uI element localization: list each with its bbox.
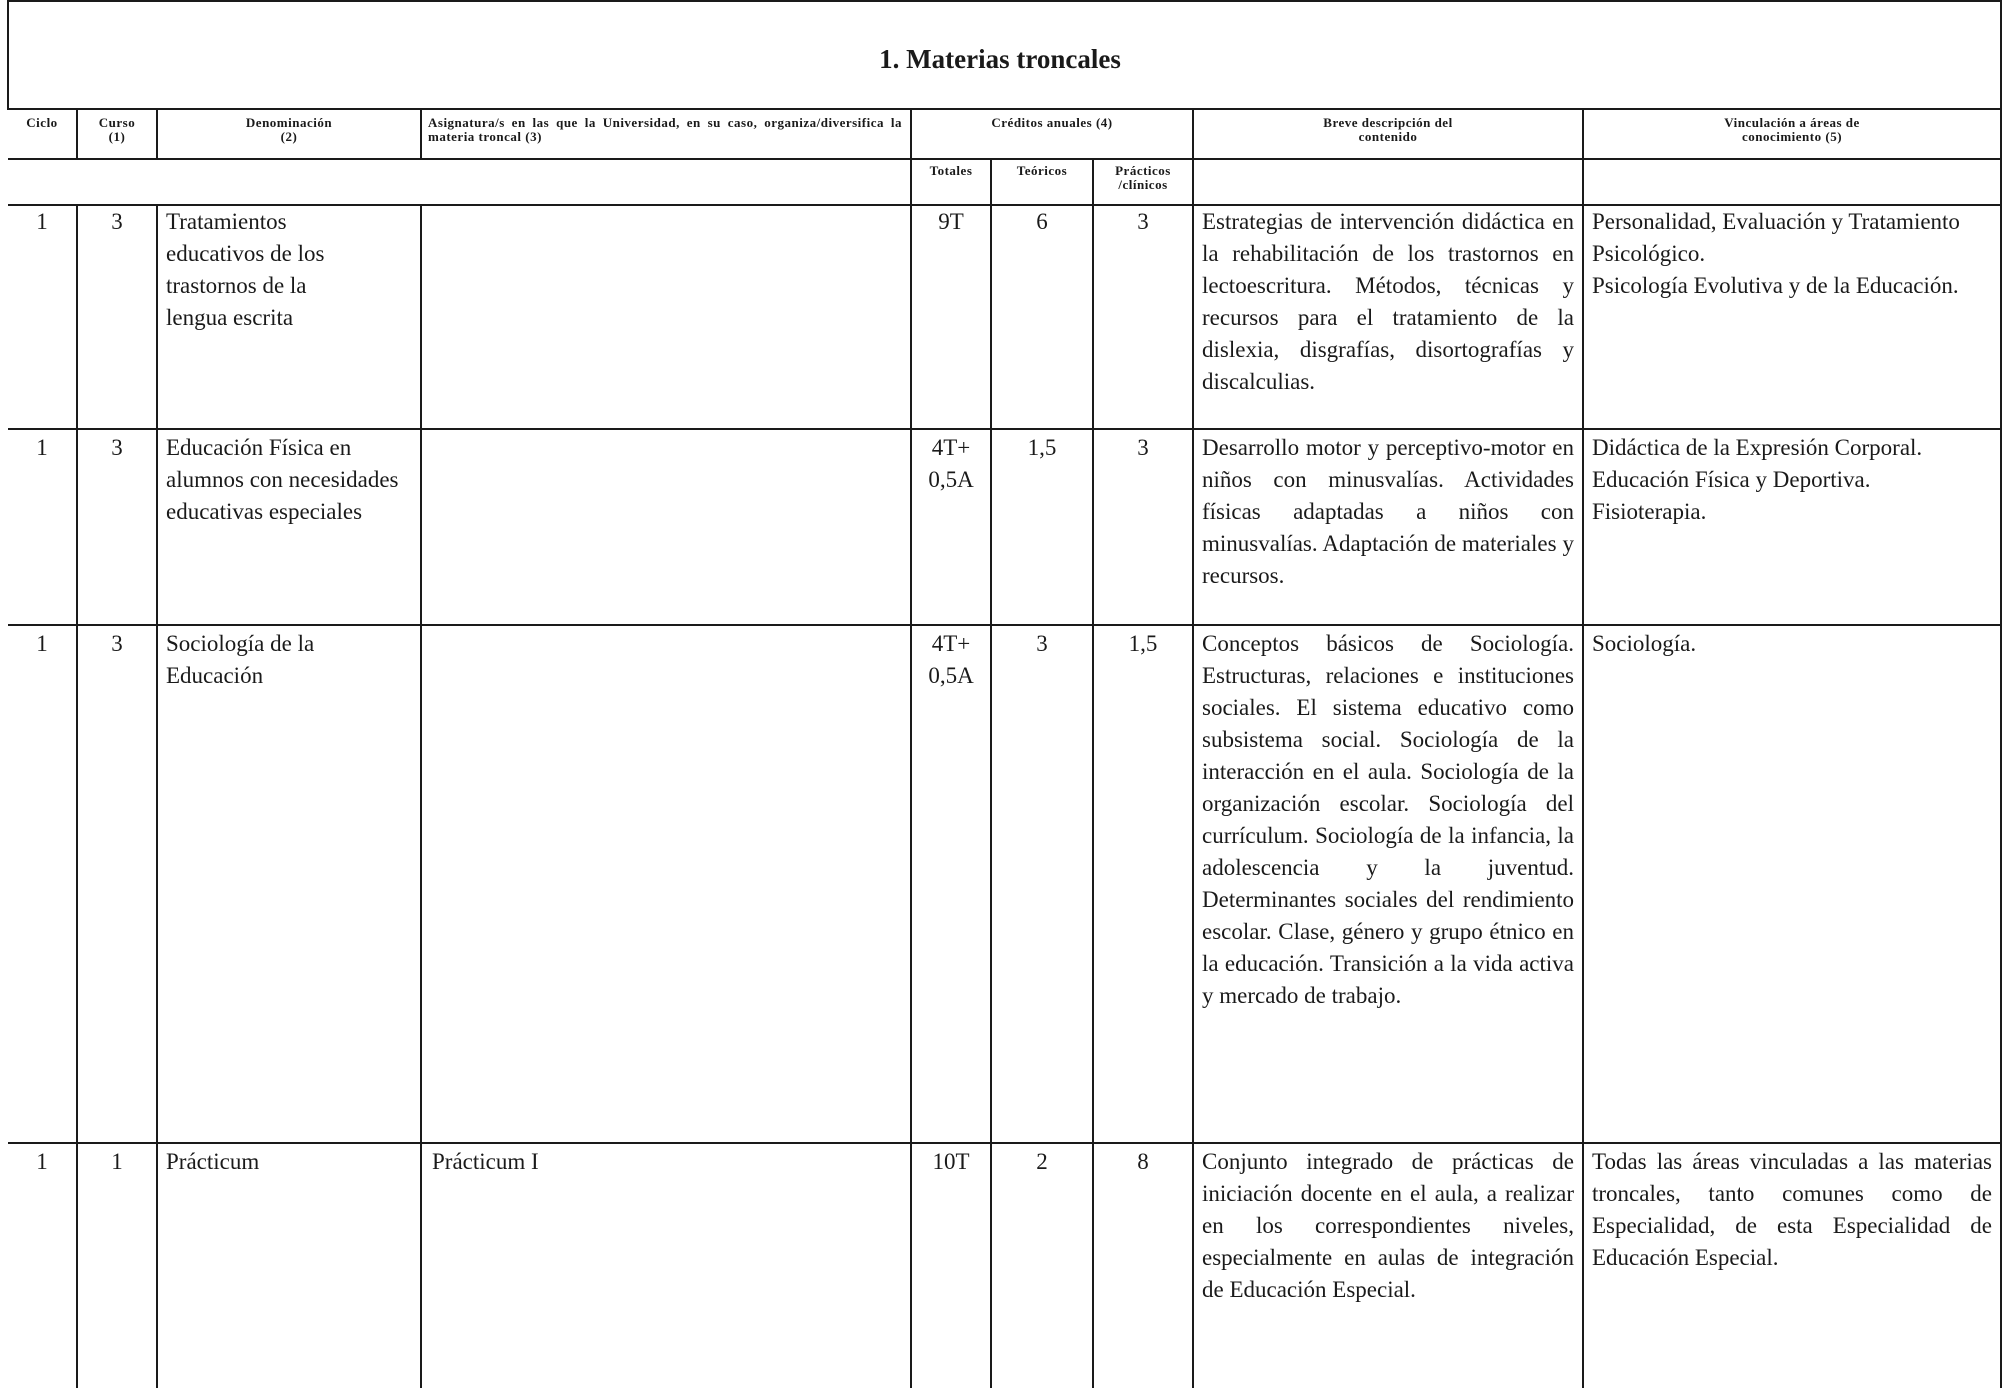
header-teoricos: Teóricos — [1016, 163, 1068, 178]
table-row-2-ciclo: 1 — [36, 435, 48, 460]
col-line-denom-body — [420, 204, 422, 1388]
table-row-1-practicos: 3 — [1137, 209, 1149, 234]
table-row-3-teoricos: 3 — [1036, 631, 1048, 656]
sub-header-line — [910, 158, 1192, 160]
table-row-4-teoricos: 2 — [1036, 1149, 1048, 1174]
header-asignatura: Asignatura/s en las que la Universidad, en su caso, organiza/diversifica la materia troncal (3) — [428, 115, 902, 144]
header-descripcion: Breve descripción del contenido — [1323, 115, 1453, 144]
table-row-2-practicos: 3 — [1137, 435, 1149, 460]
col-line-asign — [910, 108, 912, 1388]
table-row-3-vinculacion: Sociología. — [1592, 631, 1697, 656]
table-row-4-denominacion: Prácticum — [166, 1149, 260, 1174]
col-line-curso-body — [156, 204, 158, 1388]
table-row-4-vinculacion: Todas las áreas vinculadas a las materias troncales, tanto comunes como de Especialidad, de esta Especialidad de Educación Especial. — [1592, 1149, 1992, 1270]
header-vinculacion: Vinculación a áreas de conocimiento (5) — [1724, 115, 1860, 144]
table-row-3-descripcion: Conceptos básicos de Sociología. Estructuras, relaciones e instituciones sociales. El sistema educativo como subsistema social. Sociología de la interacción en el aula. Sociología de la organización escolar. Sociología del currículum. Sociología de la infancia, la adolescencia y la juventud. Determinantes sociales del rendimiento escolar. Clase, género y grupo étnico en la educación. Transición a la vida activa y mercado de trabajo. — [1202, 631, 1574, 1008]
col-line-denom — [420, 108, 422, 158]
table-row-1-curso: 3 — [111, 209, 123, 234]
header-totales: Totales — [929, 163, 973, 178]
frame-top-line — [8, 0, 2002, 2]
col-line-ciclo-body — [76, 204, 78, 1388]
table-row-3-practicos: 1,5 — [1128, 631, 1158, 656]
table-row-1-vinculacion: Personalidad, Evaluación y Tratamiento Psicológico. Psicología Evolutiva y de la Educación. — [1592, 209, 1960, 298]
col-line-totales — [990, 158, 992, 1388]
col-line-desc — [1582, 108, 1584, 1388]
table-row-4-asignatura: Prácticum I — [432, 1149, 539, 1174]
header-curso: Curso (1) — [98, 115, 136, 144]
table-row-2-descripcion: Desarrollo motor y perceptivo-motor en niños con minusvalías. Actividades físicas adaptadas a niños con minusvalías. Adaptación de materiales y recursos. — [1202, 435, 1574, 588]
header-creditos: Créditos anuales (4) — [991, 115, 1113, 130]
table-row-2-denominacion: Educación Física en alumnos con necesidades educativas especiales — [166, 435, 399, 524]
row-line-1 — [8, 428, 2002, 430]
table-row-2-totales: 4T+ 0,5A — [928, 435, 974, 492]
table-row-4-totales: 10T — [932, 1149, 970, 1174]
table-row-1-descripcion: Estrategias de intervención didáctica en la rehabilitación de los trastornos en lectoescritura. Métodos, técnicas y recursos para el tratamiento de la dislexia, disgrafías, disortografías y discalculias. — [1202, 209, 1574, 394]
table-row-4-practicos: 8 — [1137, 1149, 1149, 1174]
table-row-3-totales: 4T+ 0,5A — [928, 631, 974, 688]
table-row-3-ciclo: 1 — [36, 631, 48, 656]
table-row-2-vinculacion: Didáctica de la Expresión Corporal. Educación Física y Deportiva. Fisioterapia. — [1592, 435, 1923, 524]
table-row-1-teoricos: 6 — [1036, 209, 1048, 234]
col-line-teoricos — [1092, 158, 1094, 1388]
table-row-4-descripcion: Conjunto integrado de prácticas de iniciación docente en el aula, a realizar en los correspondientes niveles, especialmente en aulas de integración de Educación Especial. — [1202, 1149, 1574, 1302]
row-line-3 — [8, 1142, 2002, 1144]
table-row-1-totales: 9T — [938, 209, 964, 234]
table-row-2-teoricos: 1,5 — [1027, 435, 1057, 460]
table-row-2-curso: 3 — [111, 435, 123, 460]
page-title: 1. Materias troncales — [879, 44, 1121, 74]
table-row-3-curso: 3 — [111, 631, 123, 656]
table-row-3-denominacion: Sociología de la Educación — [166, 631, 315, 688]
table-row-4-ciclo: 1 — [36, 1149, 48, 1174]
header-ciclo: Ciclo — [26, 115, 58, 130]
row-line-2 — [8, 624, 2002, 626]
title-bottom-line — [8, 108, 2002, 110]
col-line-practicos — [1192, 108, 1194, 1388]
table-row-1-denominacion: Tratamientos educativos de los trastornos de la lengua escrita — [166, 209, 325, 330]
header-practicos: Prácticos /clínicos — [1115, 163, 1171, 192]
table-row-1-ciclo: 1 — [36, 209, 48, 234]
table-row-4-curso: 1 — [111, 1149, 123, 1174]
header-denominacion: Denominación (2) — [245, 115, 333, 144]
